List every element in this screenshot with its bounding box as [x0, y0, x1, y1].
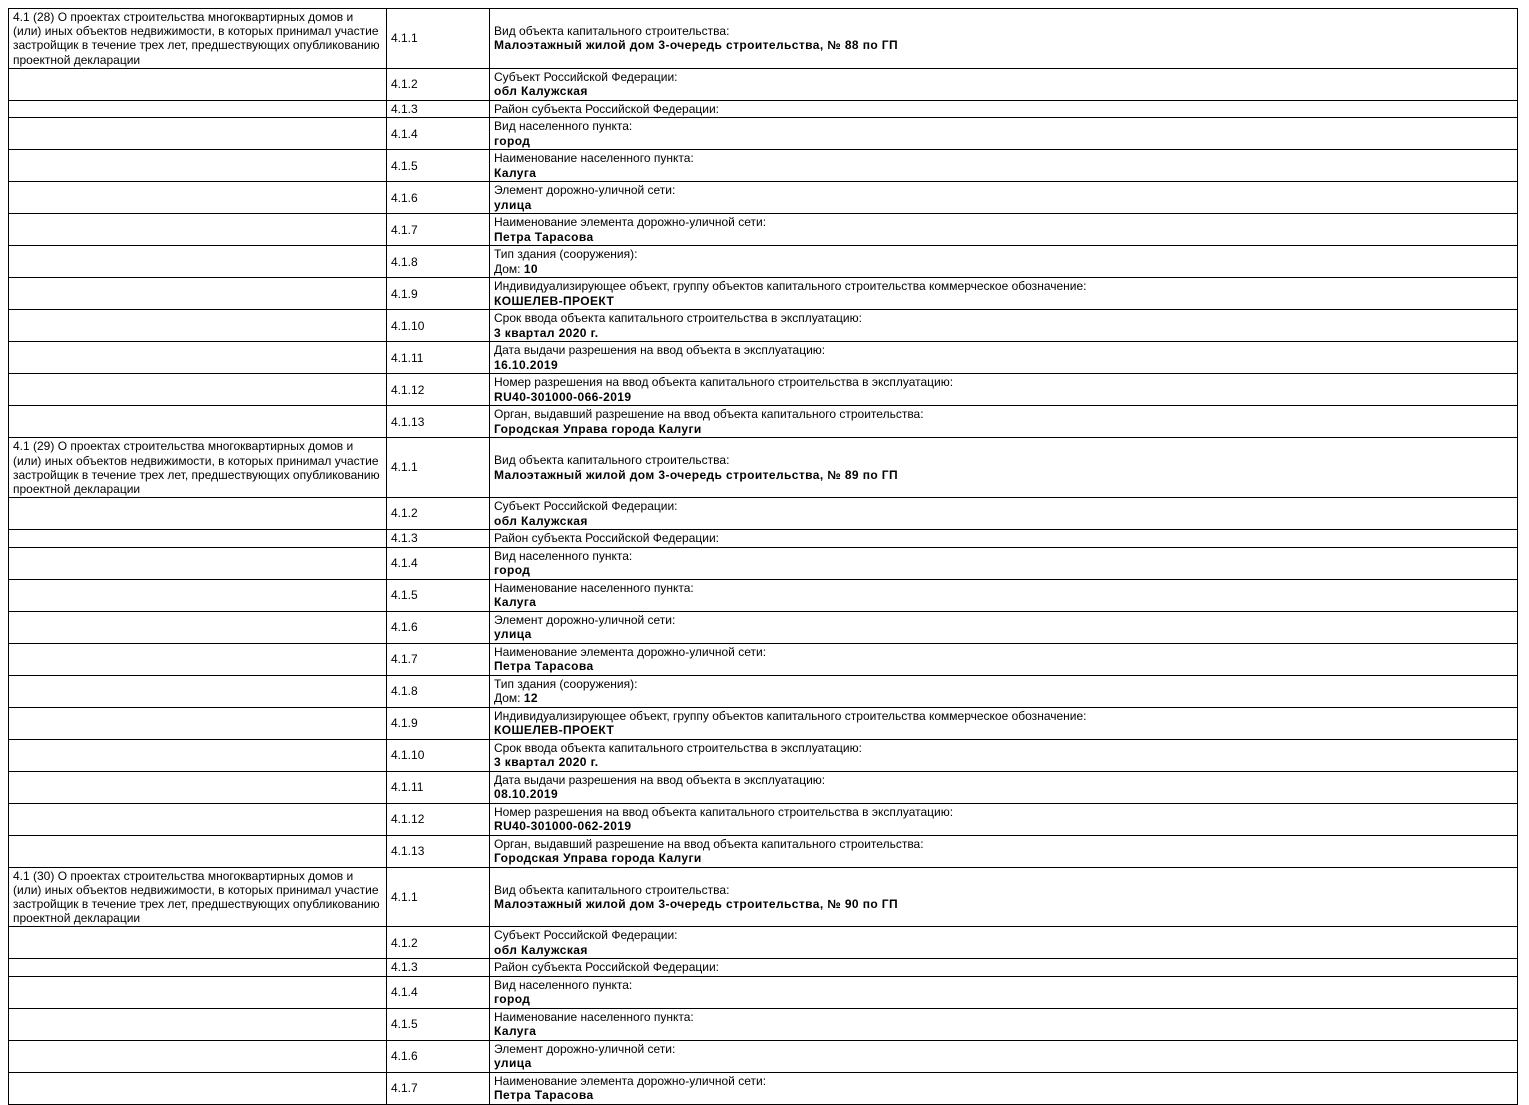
- section-empty-cell: [9, 739, 387, 771]
- field-value-text: Петра Тарасова: [494, 1088, 594, 1103]
- table-row: [9, 835, 1518, 867]
- row-code-cell: [387, 150, 490, 182]
- field-cell: [490, 150, 1518, 182]
- field-value-text: Калуга: [494, 1024, 537, 1039]
- field-cell: [490, 1008, 1518, 1040]
- field-cell: [490, 547, 1518, 579]
- field-label: Элемент дорожно-уличной сети:: [494, 1041, 676, 1056]
- row-code-cell: [387, 246, 490, 278]
- field-value-text: улица: [494, 1056, 532, 1071]
- field-cell: [490, 100, 1518, 118]
- table-row: [9, 675, 1518, 707]
- row-code: 4.1.6: [391, 190, 418, 205]
- section-title: 4.1 (28) О проектах строительства многоквартирных домов и (или) иных объектов недвижимости, в которых принимал участие застройщик в течение трех лет, предшествующих опубликованию проектной декларации: [13, 10, 380, 67]
- section-empty-cell: [9, 803, 387, 835]
- row-code-cell: [387, 867, 490, 927]
- table-row: [9, 959, 1518, 977]
- row-code: 4.1.4: [391, 126, 418, 141]
- field-value: [494, 230, 1513, 245]
- field-label: Индивидуализирующее объект, группу объектов капитального строительства коммерческое обозначение:: [494, 708, 1087, 723]
- field-value-text: 3 квартал 2020 г.: [494, 325, 599, 340]
- field-cell: [490, 438, 1518, 498]
- field-value-text: RU40-301000-062-2019: [494, 819, 632, 834]
- section-empty-cell: [9, 498, 387, 530]
- field-cell: [490, 310, 1518, 342]
- field-label: Район субъекта Российской Федерации:: [494, 960, 719, 975]
- section-title: 4.1 (29) О проектах строительства многоквартирных домов и (или) иных объектов недвижимости, в которых принимал участие застройщик в течение трех лет, предшествующих опубликованию проектной декларации: [13, 439, 380, 496]
- field-label: Тип здания (сооружения):: [494, 676, 638, 691]
- row-code-cell: [387, 1072, 490, 1104]
- row-code-cell: [387, 438, 490, 498]
- field-value: [494, 422, 1513, 437]
- row-code-cell: [387, 927, 490, 959]
- table-row: [9, 9, 1518, 69]
- field-cell: [490, 498, 1518, 530]
- field-cell: [490, 68, 1518, 100]
- row-code: 4.1.13: [391, 843, 425, 858]
- field-value: [494, 691, 1513, 706]
- field-cell: [490, 675, 1518, 707]
- field-value: [494, 390, 1513, 405]
- section-empty-cell: [9, 579, 387, 611]
- field-value-text: КОШЕЛЕВ-ПРОЕКТ: [494, 293, 615, 308]
- section-empty-cell: [9, 182, 387, 214]
- field-value-text: Городская Управа города Калуги: [494, 421, 702, 436]
- field-label: Дата выдачи разрешения на ввод объекта в эксплуатацию:: [494, 343, 826, 358]
- field-cell: [490, 342, 1518, 374]
- row-code: 4.1.13: [391, 414, 425, 429]
- row-code: 4.1.3: [391, 101, 418, 116]
- row-code: 4.1.9: [391, 715, 418, 730]
- field-label: Наименование населенного пункта:: [494, 580, 694, 595]
- row-code: 4.1.12: [391, 811, 425, 826]
- row-code: 4.1.3: [391, 531, 418, 546]
- row-code-cell: [387, 1008, 490, 1040]
- row-code-cell: [387, 342, 490, 374]
- field-value: [494, 294, 1513, 309]
- field-value: [494, 723, 1513, 738]
- row-code: 4.1.5: [391, 1017, 418, 1032]
- table-row: [9, 150, 1518, 182]
- section-empty-cell: [9, 1008, 387, 1040]
- row-code: 4.1.11: [391, 350, 424, 365]
- table-row: [9, 530, 1518, 548]
- table-row: [9, 100, 1518, 118]
- field-cell: [490, 246, 1518, 278]
- field-value-text: 16.10.2019: [494, 357, 559, 372]
- field-cell: [490, 9, 1518, 69]
- row-code-cell: [387, 959, 490, 977]
- table-row: [9, 771, 1518, 803]
- table-row: [9, 643, 1518, 675]
- table-row: [9, 374, 1518, 406]
- row-code: 4.1.6: [391, 619, 418, 634]
- field-cell: [490, 771, 1518, 803]
- field-label: Район субъекта Российской Федерации:: [494, 531, 719, 546]
- row-code-cell: [387, 278, 490, 310]
- section-empty-cell: [9, 707, 387, 739]
- table-row: [9, 118, 1518, 150]
- row-code: 4.1.10: [391, 747, 425, 762]
- field-cell: [490, 278, 1518, 310]
- field-label: Индивидуализирующее объект, группу объектов капитального строительства коммерческое обозначение:: [494, 279, 1087, 294]
- section-title: 4.1 (30) О проектах строительства многоквартирных домов и (или) иных объектов недвижимости, в которых принимал участие застройщик в течение трех лет, предшествующих опубликованию проектной декларации: [13, 868, 380, 926]
- section-empty-cell: [9, 959, 387, 977]
- table-row: [9, 214, 1518, 246]
- field-cell: [490, 707, 1518, 739]
- field-cell: [490, 1040, 1518, 1072]
- table-row: [9, 927, 1518, 959]
- row-code-cell: [387, 579, 490, 611]
- field-cell: [490, 530, 1518, 548]
- section-empty-cell: [9, 100, 387, 118]
- row-code: 4.1.6: [391, 1049, 418, 1064]
- row-code: 4.1.1: [391, 31, 418, 46]
- field-cell: [490, 803, 1518, 835]
- field-label: Орган, выдавший разрешение на ввод объекта капитального строительства:: [494, 407, 924, 422]
- field-cell: [490, 835, 1518, 867]
- row-code-cell: [387, 675, 490, 707]
- field-value: [494, 755, 1513, 770]
- field-value-text: 10: [523, 261, 539, 276]
- field-label: Срок ввода объекта капитального строительства в эксплуатацию:: [494, 740, 862, 755]
- row-code-cell: [387, 976, 490, 1008]
- row-code: 4.1.8: [391, 683, 418, 698]
- field-cell: [490, 1072, 1518, 1104]
- row-code: 4.1.8: [391, 254, 418, 269]
- field-label: Номер разрешения на ввод объекта капитального строительства в эксплуатацию:: [494, 804, 954, 819]
- field-cell: [490, 739, 1518, 771]
- row-code: 4.1.7: [391, 222, 418, 237]
- field-value: [494, 84, 1513, 99]
- field-label: Элемент дорожно-уличной сети:: [494, 183, 676, 198]
- field-cell: [490, 643, 1518, 675]
- table-row: [9, 498, 1518, 530]
- row-code: 4.1.2: [391, 506, 418, 521]
- section-empty-cell: [9, 310, 387, 342]
- section-empty-cell: [9, 771, 387, 803]
- row-code-cell: [387, 739, 490, 771]
- section-empty-cell: [9, 675, 387, 707]
- field-value: [494, 595, 1513, 610]
- table-row: [9, 182, 1518, 214]
- field-value-text: Петра Тарасова: [494, 659, 594, 674]
- section-empty-cell: [9, 150, 387, 182]
- field-value-text: Малоэтажный жилой дом 3-очередь строительства, № 90 по ГП: [494, 897, 899, 912]
- field-label: Наименование элемента дорожно-уличной сети:: [494, 215, 767, 230]
- row-code: 4.1.12: [391, 382, 425, 397]
- field-label: Субъект Российской Федерации:: [494, 69, 678, 84]
- section-empty-cell: [9, 406, 387, 438]
- declaration-table-body: [9, 9, 1518, 1105]
- field-cell: [490, 406, 1518, 438]
- field-value-text: Калуга: [494, 165, 537, 180]
- row-code: 4.1.11: [391, 779, 424, 794]
- field-cell: [490, 182, 1518, 214]
- field-label: Район субъекта Российской Федерации:: [494, 101, 719, 116]
- field-value: [494, 38, 1513, 53]
- row-code-cell: [387, 530, 490, 548]
- field-value-text: город: [494, 563, 531, 578]
- row-code: 4.1.4: [391, 985, 418, 1000]
- field-value-text: город: [494, 133, 531, 148]
- field-label: Срок ввода объекта капитального строительства в эксплуатацию:: [494, 311, 862, 326]
- table-row: [9, 739, 1518, 771]
- field-cell: [490, 867, 1518, 927]
- table-row: [9, 438, 1518, 498]
- field-value-text: обл Калужская: [494, 513, 588, 528]
- section-empty-cell: [9, 530, 387, 548]
- field-label: Вид населенного пункта:: [494, 977, 633, 992]
- field-label: Вид населенного пункта:: [494, 548, 633, 563]
- table-row: [9, 342, 1518, 374]
- section-empty-cell: [9, 976, 387, 1008]
- field-label: Наименование элемента дорожно-уличной сети:: [494, 644, 767, 659]
- field-value-text: 12: [523, 691, 539, 706]
- row-code: 4.1.5: [391, 158, 418, 173]
- field-value-text: Калуга: [494, 595, 537, 610]
- field-value: [494, 514, 1513, 529]
- row-code-cell: [387, 1040, 490, 1072]
- section-empty-cell: [9, 643, 387, 675]
- field-value: [494, 659, 1513, 674]
- table-row: [9, 68, 1518, 100]
- field-value-text: улица: [494, 627, 532, 642]
- table-row: [9, 707, 1518, 739]
- section-empty-cell: [9, 342, 387, 374]
- row-code-cell: [387, 214, 490, 246]
- field-value-prefix: Дом:: [494, 261, 524, 276]
- section-empty-cell: [9, 547, 387, 579]
- field-value: [494, 198, 1513, 213]
- row-code: 4.1.7: [391, 1081, 418, 1096]
- table-row: [9, 547, 1518, 579]
- section-empty-cell: [9, 278, 387, 310]
- row-code: 4.1.5: [391, 587, 418, 602]
- field-value-text: 08.10.2019: [494, 787, 559, 802]
- row-code-cell: [387, 118, 490, 150]
- row-code-cell: [387, 643, 490, 675]
- section-empty-cell: [9, 246, 387, 278]
- field-cell: [490, 118, 1518, 150]
- row-code-cell: [387, 68, 490, 100]
- table-row: [9, 579, 1518, 611]
- field-value: [494, 326, 1513, 341]
- field-cell: [490, 579, 1518, 611]
- section-empty-cell: [9, 68, 387, 100]
- field-label: Тип здания (сооружения):: [494, 247, 638, 262]
- row-code-cell: [387, 611, 490, 643]
- field-value: [494, 787, 1513, 802]
- row-code-cell: [387, 9, 490, 69]
- field-value: [494, 1088, 1513, 1103]
- field-label: Дата выдачи разрешения на ввод объекта в эксплуатацию:: [494, 772, 826, 787]
- field-value-text: Малоэтажный жилой дом 3-очередь строительства, № 88 по ГП: [494, 38, 899, 53]
- row-code-cell: [387, 707, 490, 739]
- field-value-text: обл Калужская: [494, 942, 588, 957]
- row-code-cell: [387, 310, 490, 342]
- field-value-text: улица: [494, 197, 532, 212]
- section-empty-cell: [9, 374, 387, 406]
- field-value: [494, 1024, 1513, 1039]
- table-row: [9, 278, 1518, 310]
- field-value: [494, 992, 1513, 1007]
- section-title-cell: [9, 867, 387, 927]
- section-empty-cell: [9, 1072, 387, 1104]
- field-value-text: город: [494, 992, 531, 1007]
- field-value-text: RU40-301000-066-2019: [494, 389, 632, 404]
- field-label: Элемент дорожно-уличной сети:: [494, 612, 676, 627]
- row-code: 4.1.3: [391, 960, 418, 975]
- table-row: [9, 803, 1518, 835]
- row-code: 4.1.4: [391, 555, 418, 570]
- section-empty-cell: [9, 214, 387, 246]
- section-title-cell: [9, 9, 387, 69]
- field-value: [494, 563, 1513, 578]
- field-value-text: 3 квартал 2020 г.: [494, 755, 599, 770]
- row-code-cell: [387, 803, 490, 835]
- field-cell: [490, 959, 1518, 977]
- field-cell: [490, 976, 1518, 1008]
- section-empty-cell: [9, 118, 387, 150]
- row-code: 4.1.1: [391, 889, 418, 904]
- field-label: Вид объекта капитального строительства:: [494, 882, 730, 897]
- field-label: Вид населенного пункта:: [494, 119, 633, 134]
- field-label: Орган, выдавший разрешение на ввод объекта капитального строительства:: [494, 836, 924, 851]
- field-label: Наименование населенного пункта:: [494, 1009, 694, 1024]
- row-code: 4.1.10: [391, 318, 425, 333]
- declaration-table: [8, 8, 1518, 1105]
- row-code: 4.1.9: [391, 286, 418, 301]
- field-value: [494, 1056, 1513, 1071]
- field-cell: [490, 927, 1518, 959]
- row-code: 4.1.7: [391, 651, 418, 666]
- field-label: Наименование элемента дорожно-уличной сети:: [494, 1073, 767, 1088]
- section-empty-cell: [9, 927, 387, 959]
- table-row: [9, 246, 1518, 278]
- field-value-text: Малоэтажный жилой дом 3-очередь строительства, № 89 по ГП: [494, 467, 899, 482]
- field-label: Вид объекта капитального строительства:: [494, 453, 730, 468]
- field-value: [494, 134, 1513, 149]
- row-code-cell: [387, 374, 490, 406]
- row-code-cell: [387, 100, 490, 118]
- row-code: 4.1.1: [391, 460, 418, 475]
- field-label: Номер разрешения на ввод объекта капитального строительства в эксплуатацию:: [494, 375, 954, 390]
- row-code: 4.1.2: [391, 77, 418, 92]
- field-label: Субъект Российской Федерации:: [494, 499, 678, 514]
- row-code-cell: [387, 498, 490, 530]
- field-value-text: Городская Управа города Калуги: [494, 851, 702, 866]
- field-value: [494, 897, 1513, 912]
- field-value: [494, 166, 1513, 181]
- field-label: Вид объекта капитального строительства:: [494, 23, 730, 38]
- row-code-cell: [387, 182, 490, 214]
- field-cell: [490, 611, 1518, 643]
- row-code: 4.1.2: [391, 935, 418, 950]
- field-value: [494, 943, 1513, 958]
- field-label: Субъект Российской Федерации:: [494, 928, 678, 943]
- table-row: [9, 1072, 1518, 1104]
- section-title-cell: [9, 438, 387, 498]
- field-value: [494, 262, 1513, 277]
- row-code-cell: [387, 835, 490, 867]
- section-empty-cell: [9, 835, 387, 867]
- field-value: [494, 627, 1513, 642]
- field-value-text: КОШЕЛЕВ-ПРОЕКТ: [494, 723, 615, 738]
- field-value: [494, 468, 1513, 483]
- table-row: [9, 867, 1518, 927]
- field-value-text: Петра Тарасова: [494, 229, 594, 244]
- field-value-prefix: Дом:: [494, 691, 524, 706]
- table-row: [9, 611, 1518, 643]
- table-row: [9, 1040, 1518, 1072]
- row-code-cell: [387, 547, 490, 579]
- table-row: [9, 976, 1518, 1008]
- section-empty-cell: [9, 1040, 387, 1072]
- row-code-cell: [387, 406, 490, 438]
- field-value: [494, 851, 1513, 866]
- field-value-text: обл Калужская: [494, 84, 588, 99]
- row-code-cell: [387, 771, 490, 803]
- field-label: Наименование населенного пункта:: [494, 151, 694, 166]
- field-value: [494, 358, 1513, 373]
- field-cell: [490, 214, 1518, 246]
- section-empty-cell: [9, 611, 387, 643]
- table-row: [9, 310, 1518, 342]
- field-value: [494, 819, 1513, 834]
- field-cell: [490, 374, 1518, 406]
- table-row: [9, 406, 1518, 438]
- table-row: [9, 1008, 1518, 1040]
